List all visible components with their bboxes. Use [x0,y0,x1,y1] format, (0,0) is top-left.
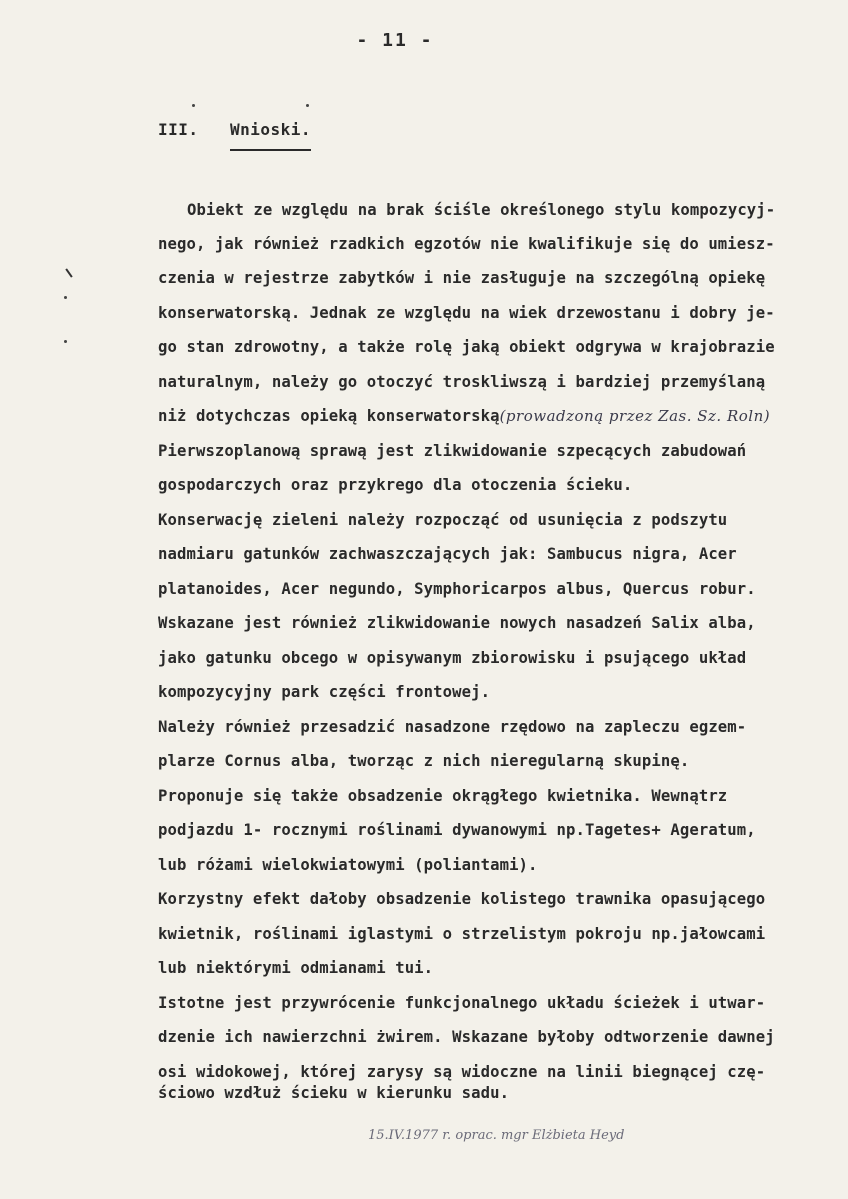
text-line: nego, jak również rzadkich egzotów nie kwalifikuje się do umiesz- [158,235,775,253]
text-line: Konserwację zieleni należy rozpocząć od usunięcia z podszytu [158,511,728,529]
margin-tick [65,268,72,277]
text-line: lub różami wielokwiatowymi (poliantami). [158,856,538,874]
text-line: kompozycyjny park części frontowej. [158,683,491,701]
text-line: Należy również przesadzić nasadzone rzędowo na zapleczu egzem- [158,718,747,736]
text-line: czenia w rejestrze zabytków i nie zasługuje na szczególną opiekę [158,269,766,287]
text-line: konserwatorską. Jednak ze względu na wiek drzewostanu i dobry je- [158,304,775,322]
handwritten-insert: (prowadzoną przez Zas. Sz. Roln) [499,407,771,425]
text-line: podjazdu 1- rocznymi roślinami dywanowymi np.Tagetes+ Ageratum, [158,821,756,839]
text-line-with-insert [158,407,770,425]
text-line: jako gatunku obcego w opisywanym zbiorowisku i psującego układ [158,649,747,667]
text-line: nadmiaru gatunków zachwaszczających jak: Sambucus nigra, Acer [158,545,737,563]
text-line: osi widokowej, której zarysy są widoczne na linii biegnącej czę- [158,1063,766,1081]
section-heading [158,120,311,139]
text-line: Proponuje się także obsadzenie okrągłego kwietnika. Wewnątrz [158,787,728,805]
text-line: gospodarczych oraz przykrego dla otoczenia ścieku. [158,476,633,494]
punch-dot [192,104,195,107]
text-line: Obiekt ze względu na brak ściśle określonego stylu kompozycyj- [187,201,776,219]
margin-dot [64,340,67,343]
text-line: platanoides, Acer negundo, Symphoricarpos albus, Quercus robur. [158,580,756,598]
text-line: Wskazane jest również zlikwidowanie nowych nasadzeń Salix alba, [158,614,756,632]
handwritten-signature: 15.IV.1977 r. oprac. mgr Elżbieta Heyd [368,1128,625,1143]
section-number: III. [158,120,199,139]
margin-dot [64,296,67,299]
text-line: Istotne jest przywrócenie funkcjonalnego układu ścieżek i utwar- [158,994,766,1012]
text-line: ściowo wzdłuż ścieku w kierunku sadu. [158,1084,510,1102]
text-line: naturalnym, należy go otoczyć troskliwszą i bardziej przemyślaną [158,373,766,391]
text-line: dzenie ich nawierzchni żwirem. Wskazane byłoby odtworzenie dawnej [158,1028,775,1046]
text-line: niż dotychczas opieką konserwatorską [158,407,500,425]
section-title: Wnioski. [230,120,311,151]
text-line: lub niektórymi odmianami tui. [158,959,434,977]
text-line: Korzystny efekt dałoby obsadzenie kolistego trawnika opasującego [158,890,766,908]
text-line: go stan zdrowotny, a także rolę jaką obiekt odgrywa w krajobrazie [158,338,775,356]
punch-dot [306,104,309,107]
text-line: plarze Cornus alba, tworząc z nich nieregularną skupinę. [158,752,690,770]
text-line: Pierwszoplanową sprawą jest zlikwidowanie szpecących zabudowań [158,442,747,460]
page-number: - 11 - [356,30,434,51]
text-line: kwietnik, roślinami iglastymi o strzelistym pokroju np.jałowcami [158,925,766,943]
